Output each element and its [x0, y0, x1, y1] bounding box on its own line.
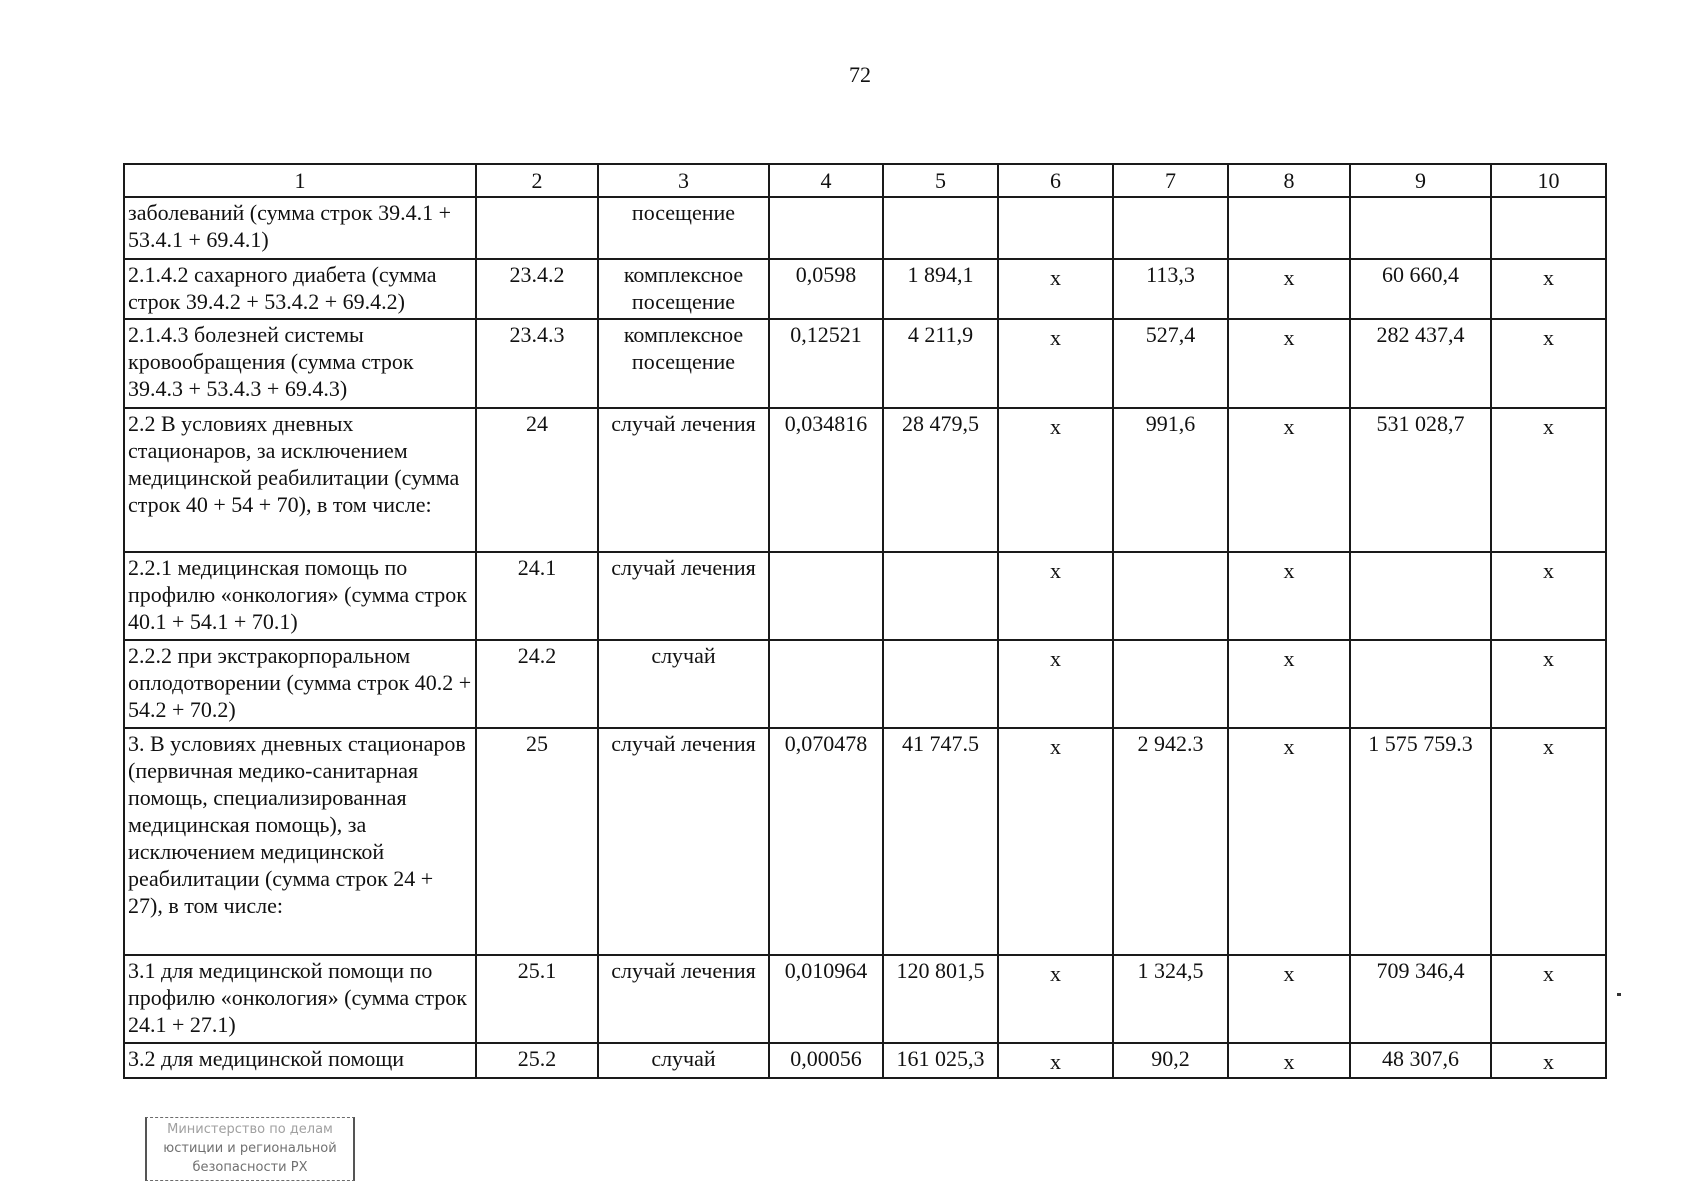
value-cell: 0,010964: [769, 955, 883, 1043]
value-cell: 60 660,4: [1350, 259, 1491, 319]
value-cell: [1350, 640, 1491, 728]
row-name-cell: 2.1.4.3 болезней системы кровообращения (сумма строк 39.4.3 + 53.4.3 + 69.4.3): [124, 319, 476, 408]
scan-artifact: [1617, 993, 1621, 996]
value-cell: x: [1491, 728, 1606, 955]
value-cell: x: [1491, 955, 1606, 1043]
row-unit-cell: посещение: [598, 197, 769, 259]
value-cell: 527,4: [1113, 319, 1228, 408]
row-name-cell: заболеваний (сумма строк 39.4.1 + 53.4.1 + 69.4.1): [124, 197, 476, 259]
stamp-line: Министерство по делам: [167, 1122, 333, 1137]
column-header: 5: [883, 164, 998, 197]
value-cell: x: [1491, 640, 1606, 728]
value-cell: x: [1228, 955, 1350, 1043]
value-cell: 2 942.3: [1113, 728, 1228, 955]
row-unit-cell: случай лечения: [598, 408, 769, 552]
value-cell: x: [1228, 259, 1350, 319]
value-cell: [1228, 197, 1350, 259]
value-cell: x: [998, 408, 1113, 552]
page-number: 72: [849, 62, 871, 87]
value-cell: 120 801,5: [883, 955, 998, 1043]
value-cell: 991,6: [1113, 408, 1228, 552]
row-code-cell: 25.1: [476, 955, 598, 1043]
value-cell: [1491, 197, 1606, 259]
row-code-cell: 25.2: [476, 1043, 598, 1078]
table-row: [124, 408, 1606, 552]
value-cell: 28 479,5: [883, 408, 998, 552]
value-cell: [1350, 552, 1491, 640]
value-cell: 0,0598: [769, 259, 883, 319]
table-row: [124, 640, 1606, 728]
row-code-cell: [476, 197, 598, 259]
value-cell: x: [1228, 640, 1350, 728]
row-name-cell: 3.1 для медицинской помощи по профилю «онкология» (сумма строк 24.1 + 27.1): [124, 955, 476, 1043]
value-cell: 282 437,4: [1350, 319, 1491, 408]
value-cell: [769, 552, 883, 640]
row-name-cell: 3. В условиях дневных стационаров (первичная медико-санитарная помощь, специализированная медицинская помощь), за исключением медицинской реабилитации (сумма строк 24 + 27), в том числе:: [124, 728, 476, 955]
table-row: [124, 1043, 1606, 1078]
row-unit-cell: случай лечения: [598, 552, 769, 640]
row-unit-cell: случай: [598, 1043, 769, 1078]
value-cell: 161 025,3: [883, 1043, 998, 1078]
value-cell: x: [998, 259, 1113, 319]
value-cell: [1113, 640, 1228, 728]
value-cell: x: [998, 728, 1113, 955]
value-cell: x: [1491, 319, 1606, 408]
column-header: 1: [124, 164, 476, 197]
value-cell: 41 747.5: [883, 728, 998, 955]
column-header: 9: [1350, 164, 1491, 197]
value-cell: x: [1228, 408, 1350, 552]
value-cell: [1350, 197, 1491, 259]
value-cell: x: [1228, 552, 1350, 640]
value-cell: 4 211,9: [883, 319, 998, 408]
value-cell: 0,034816: [769, 408, 883, 552]
value-cell: [883, 640, 998, 728]
value-cell: x: [998, 552, 1113, 640]
table-row: [124, 197, 1606, 259]
value-cell: [883, 197, 998, 259]
row-code-cell: 24.1: [476, 552, 598, 640]
value-cell: x: [1228, 319, 1350, 408]
row-code-cell: 23.4.3: [476, 319, 598, 408]
value-cell: x: [1228, 728, 1350, 955]
value-cell: x: [1491, 259, 1606, 319]
data-table: [123, 163, 1607, 1079]
value-cell: 90,2: [1113, 1043, 1228, 1078]
column-header: 3: [598, 164, 769, 197]
column-header: 2: [476, 164, 598, 197]
row-unit-cell: случай лечения: [598, 955, 769, 1043]
value-cell: 1 324,5: [1113, 955, 1228, 1043]
row-name-cell: 2.1.4.2 сахарного диабета (сумма строк 39.4.2 + 53.4.2 + 69.4.2): [124, 259, 476, 319]
row-code-cell: 25: [476, 728, 598, 955]
value-cell: x: [1491, 552, 1606, 640]
value-cell: 531 028,7: [1350, 408, 1491, 552]
value-cell: x: [1491, 408, 1606, 552]
value-cell: [1113, 197, 1228, 259]
table-row: [124, 259, 1606, 319]
ministry-stamp: [145, 1117, 355, 1181]
value-cell: 1 575 759.3: [1350, 728, 1491, 955]
value-cell: 0,00056: [769, 1043, 883, 1078]
value-cell: 113,3: [1113, 259, 1228, 319]
value-cell: [883, 552, 998, 640]
column-header: 10: [1491, 164, 1606, 197]
row-unit-cell: комплексное посещение: [598, 259, 769, 319]
row-name-cell: 2.2.1 медицинская помощь по профилю «онкология» (сумма строк 40.1 + 54.1 + 70.1): [124, 552, 476, 640]
row-code-cell: 23.4.2: [476, 259, 598, 319]
value-cell: x: [998, 319, 1113, 408]
value-cell: x: [998, 640, 1113, 728]
value-cell: 0,070478: [769, 728, 883, 955]
row-unit-cell: случай лечения: [598, 728, 769, 955]
row-name-cell: 2.2 В условиях дневных стационаров, за исключением медицинской реабилитации (сумма строк 40 + 54 + 70), в том числе:: [124, 408, 476, 552]
column-header: 6: [998, 164, 1113, 197]
value-cell: x: [1228, 1043, 1350, 1078]
value-cell: 1 894,1: [883, 259, 998, 319]
value-cell: [769, 197, 883, 259]
table-row: [124, 728, 1606, 955]
table-row: [124, 319, 1606, 408]
table-header-row: [124, 164, 1606, 197]
value-cell: 709 346,4: [1350, 955, 1491, 1043]
value-cell: [1113, 552, 1228, 640]
value-cell: x: [998, 1043, 1113, 1078]
stamp-line: безопасности РХ: [192, 1160, 308, 1175]
table-row: [124, 552, 1606, 640]
row-name-cell: 3.2 для медицинской помощи: [124, 1043, 476, 1078]
table-row: [124, 955, 1606, 1043]
value-cell: x: [998, 955, 1113, 1043]
column-header: 7: [1113, 164, 1228, 197]
row-unit-cell: комплексное посещение: [598, 319, 769, 408]
value-cell: [769, 640, 883, 728]
row-unit-cell: случай: [598, 640, 769, 728]
column-header: 4: [769, 164, 883, 197]
stamp-line: юстиции и региональной: [163, 1141, 337, 1156]
row-code-cell: 24: [476, 408, 598, 552]
value-cell: 48 307,6: [1350, 1043, 1491, 1078]
value-cell: x: [1491, 1043, 1606, 1078]
row-name-cell: 2.2.2 при экстракорпоральном оплодотворении (сумма строк 40.2 + 54.2 + 70.2): [124, 640, 476, 728]
row-code-cell: 24.2: [476, 640, 598, 728]
value-cell: 0,12521: [769, 319, 883, 408]
value-cell: [998, 197, 1113, 259]
column-header: 8: [1228, 164, 1350, 197]
